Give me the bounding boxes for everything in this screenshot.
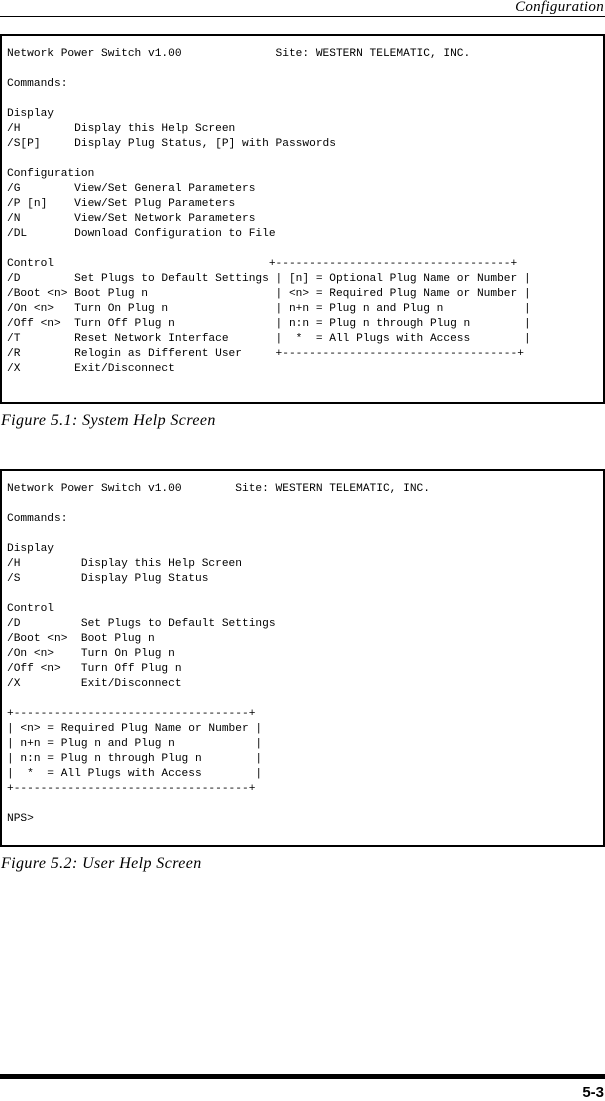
- system-help-screen: [0, 34, 605, 404]
- user-help-screen-text: Network Power Switch v1.00 Site: WESTERN TELEMATIC, INC. Commands: Display /H Display this Help Screen /S Display Plug Status Control /D Set Plugs to Default Settings /Boot <n> Boot Plug n /On <n> Turn On Plug n /Off <n> Turn Off Plug n /X Exit/Disconnect +-----------------------------------+ | <n> = Required Plug Name or Number | | n+n = Plug n and Plug n | | n:n = Plug n through Plug n | | * = All Plugs with Access | +-----------------------------------+ NPS>: [7, 483, 430, 825]
- user-help-screen: [0, 469, 605, 847]
- header-rule: [0, 16, 605, 17]
- figure-caption-user-help: Figure 5.2: User Help Screen: [1, 855, 202, 872]
- system-help-screen-text: Network Power Switch v1.00 Site: WESTERN TELEMATIC, INC. Commands: Display /H Display this Help Screen /S[P] Display Plug Status, [P] with Passwords Configuration /G View/Set General Parameters /P [n] View/Set Plug Parameters /N View/Set Network Parameters /DL Download Configuration to File Control +-----------------------------------+ /D Set Plugs to Default Settings | [n] = Optional Plug Name or Number | /Boot <n> Boot Plug n | <n> = Required Plug Name or Number | /On <n> Turn On Plug n | n+n = Plug n and Plug n | /Off <n> Turn Off Plug n | n:n = Plug n through Plug n | /T Reset Network Interface | * = All Plugs with Access | /R Relogin as Different User +-----------------------------------+ /X Exit/Disconnect: [7, 48, 531, 375]
- page-header-title: Configuration: [515, 0, 604, 15]
- footer-rule: [0, 1074, 605, 1079]
- page-number: 5-3: [582, 1084, 604, 1101]
- figure-caption-system-help: Figure 5.1: System Help Screen: [1, 412, 216, 429]
